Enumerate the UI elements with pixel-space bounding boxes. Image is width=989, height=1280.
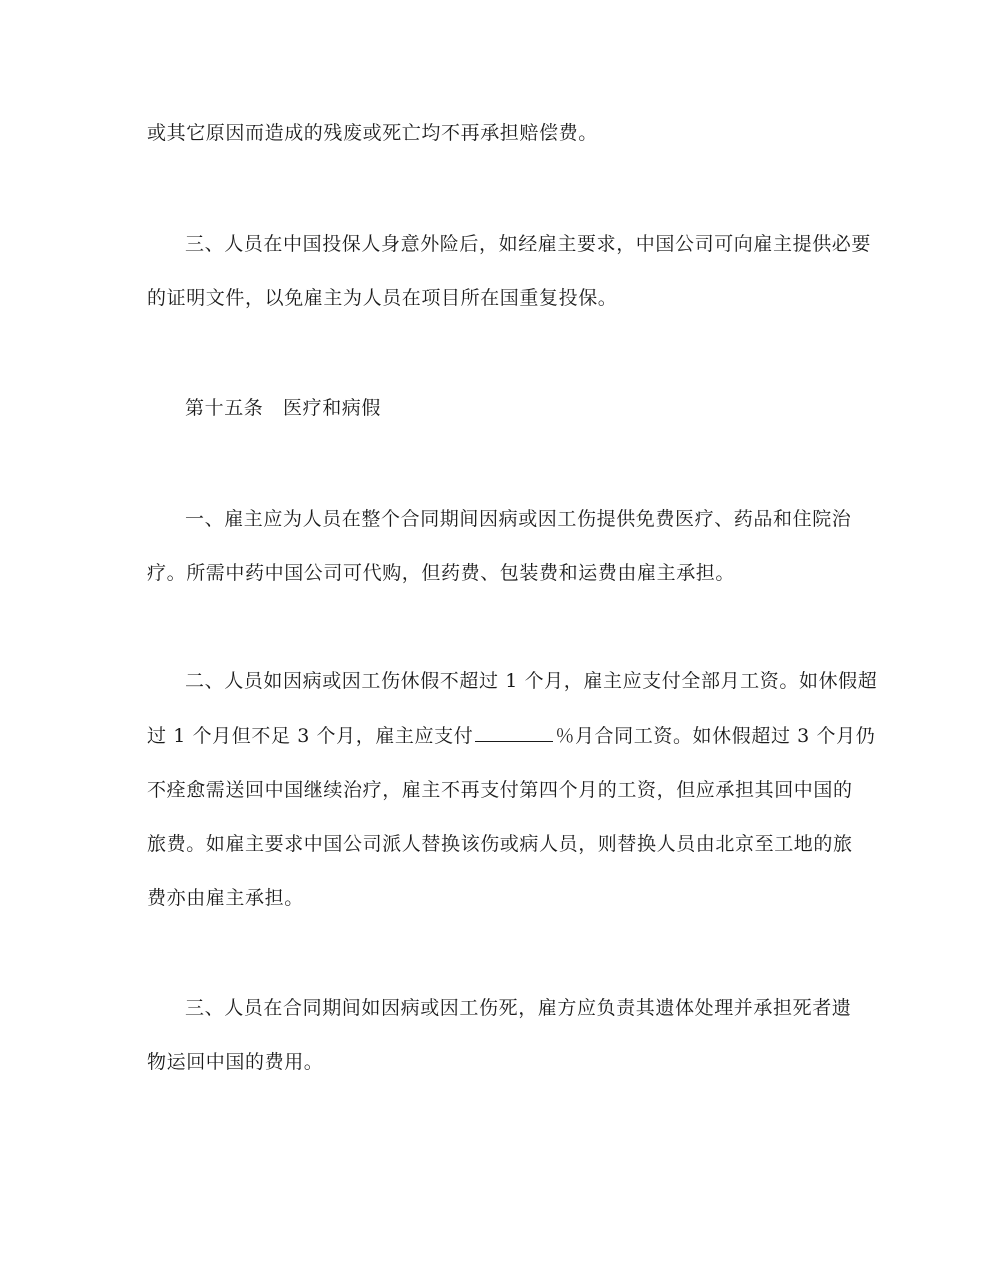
paragraph-line: 旅费。如雇主要求中国公司派人替换该伤或病人员，则替换人员由北京至工地的旅 (147, 833, 853, 855)
fill-in-blank (475, 723, 553, 742)
paragraph-line: 或其它原因而造成的残废或死亡均不再承担赔偿费。 (147, 122, 598, 144)
paragraph-line: 疗。所需中药中国公司可代购，但药费、包装费和运费由雇主承担。 (147, 562, 736, 584)
line-text: 过 1 个月但不足 3 个月，雇主应支付 (147, 725, 474, 747)
line-text: ％月合同工资。如休假超过 3 个月仍 (555, 725, 876, 747)
paragraph-line: 一、雇主应为人员在整个合同期间因病或因工伤提供免费医疗、药品和住院治 (185, 508, 852, 530)
paragraph-line: 三、人员在合同期间如因病或因工伤死，雇方应负责其遗体处理并承担死者遗 (185, 997, 852, 1019)
section-heading: 第十五条 医疗和病假 (185, 397, 382, 419)
paragraph-line: 费亦由雇主承担。 (147, 887, 304, 909)
paragraph-line: 三、人员在中国投保人身意外险后，如经雇主要求，中国公司可向雇主提供必要 (185, 233, 872, 255)
paragraph-line-with-blank (147, 723, 876, 749)
paragraph-line: 的证明文件，以免雇主为人员在项目所在国重复投保。 (147, 287, 618, 309)
paragraph-line: 物运回中国的费用。 (147, 1051, 324, 1073)
paragraph-line: 不痊愈需送回中国继续治疗，雇主不再支付第四个月的工资，但应承担其回中国的 (147, 779, 853, 801)
paragraph-line: 二、人员如因病或因工伤休假不超过 1 个月，雇主应支付全部月工资。如休假超 (185, 670, 878, 692)
